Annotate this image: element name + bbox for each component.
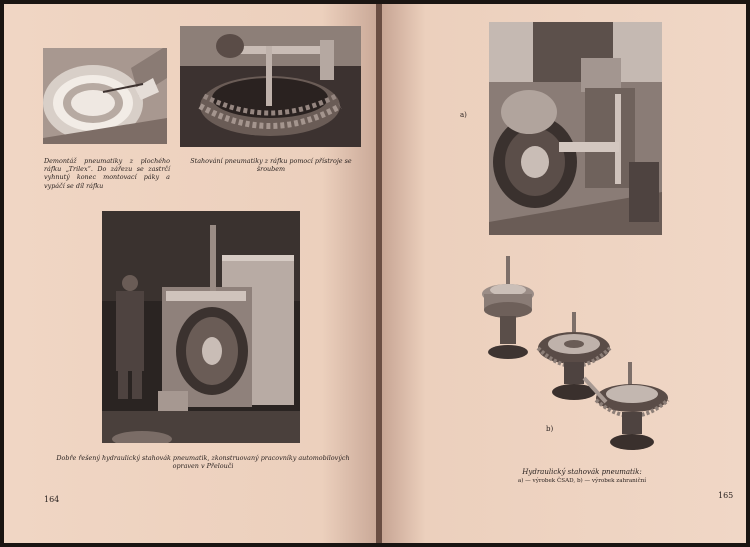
page-number-right: 165 [718,491,734,500]
right-page [382,4,746,543]
label-b: b) [546,425,554,433]
left-page [4,4,378,543]
photo-rim-demount [43,48,167,144]
page-number-left: 164 [44,495,60,504]
caption-rim-demount: Demontáž pneumatiky z plochého ráfku „Trilex“. Do zářezu se zastrčí vyhnutý konec montovací páky a vypáčí se díl ráfku [44,157,170,190]
label-a: a) [460,111,467,119]
photo-tire-puller [180,26,361,147]
caption-hydraulic-detail: a) — výrobek ČSAD, b) — výrobek zahraniční [517,478,647,484]
caption-hydraulic-puller: Dobře řešený hydraulický stahovák pneumatik, zkonstruovaný pracovníky automobilových opraven v Přelouči [56,454,350,471]
caption-hydraulic-title: Hydraulický stahovák pneumatik: [522,468,642,476]
book-spread [4,4,746,543]
photo-hydraulic-puller [102,211,300,443]
illustration-foreign-pullers [480,252,680,464]
photo-hydraulic-puller-csad [489,22,662,235]
caption-tire-puller: Stahování pneumatiky z ráfku pomocí přístroje se šroubem [190,157,352,174]
